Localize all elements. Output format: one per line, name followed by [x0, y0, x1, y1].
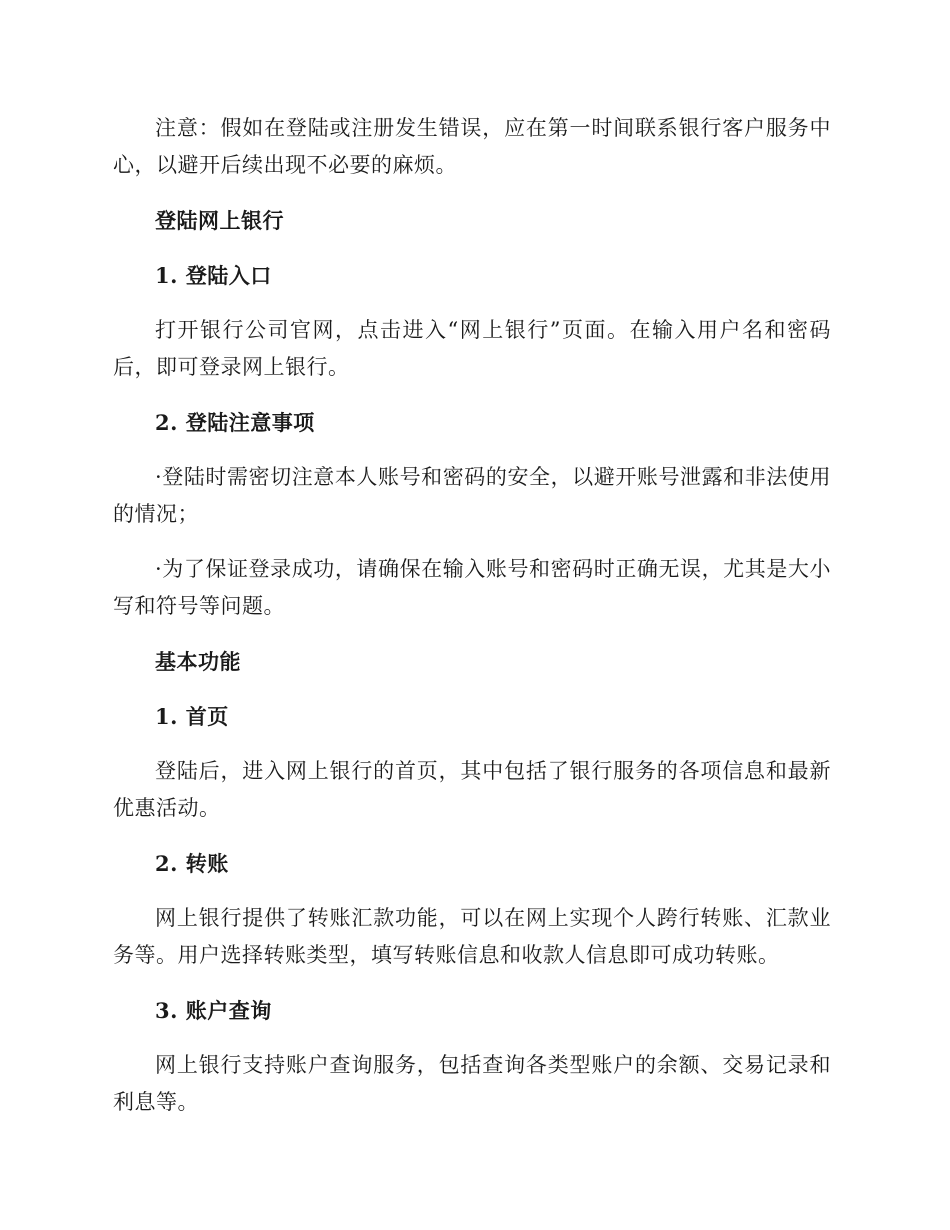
transfer-paragraph: 网上银行提供了转账汇款功能，可以在网上实现个人跨行转账、汇款业务等。用户选择转账类型，填写转账信息和收款人信息即可成功转账。: [113, 906, 831, 967]
item-title-login-notes: 2. 登陆注意事项: [155, 410, 315, 435]
homepage-paragraph: 登陆后，进入网上银行的首页，其中包括了银行服务的各项信息和最新优惠活动。: [113, 759, 831, 820]
login-entry-paragraph: 打开银行公司官网，点击进入“网上银行”页面。在输入用户名和密码后，即可登录网上银行。: [113, 318, 831, 379]
notice-paragraph: 注意：假如在登陆或注册发生错误，应在第一时间联系银行客户服务中心，以避开后续出现不必要的麻烦。: [113, 116, 831, 177]
section-title-login: 登陆网上银行: [155, 208, 284, 233]
account-query-paragraph: 网上银行支持账户查询服务，包括查询各类型账户的余额、交易记录和利息等。: [113, 1053, 831, 1114]
bullet-item: ·为了保证登录成功，请确保在输入账号和密码时正确无误，尤其是大小写和符号等问题。: [113, 557, 831, 618]
item-title-account-query: 3. 账户查询: [155, 998, 272, 1023]
item-title-login-entry: 1. 登陆入口: [155, 263, 272, 288]
section-title-basic-functions: 基本功能: [155, 649, 241, 674]
document-content: [113, 110, 831, 1139]
item-title-homepage: 1. 首页: [155, 704, 229, 729]
bullet-item: ·登陆时需密切注意本人账号和密码的安全，以避开账号泄露和非法使用的情况；: [113, 465, 831, 526]
item-title-transfer: 2. 转账: [155, 851, 229, 876]
